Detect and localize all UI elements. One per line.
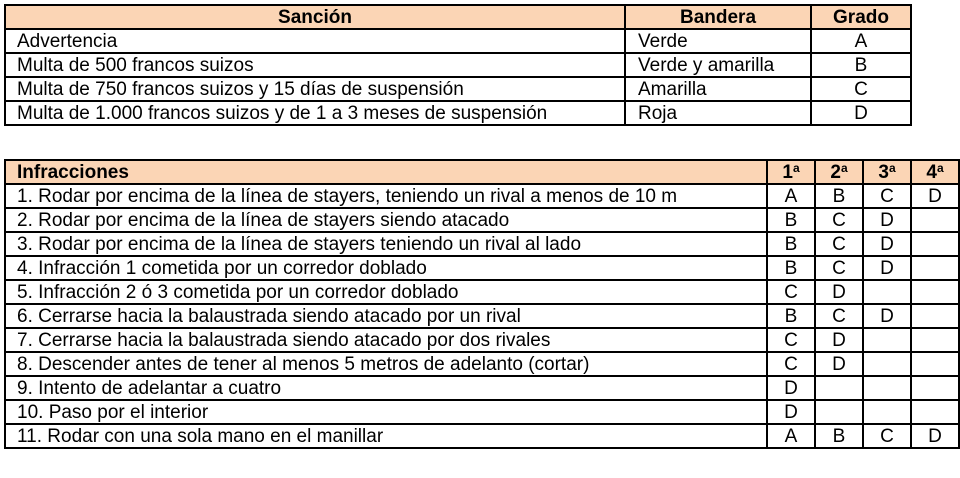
- grade-offence-3-cell: [863, 352, 911, 376]
- sanction-cell: Multa de 500 francos suizos: [5, 53, 625, 77]
- grade-offence-4-cell: D: [911, 424, 959, 448]
- grade-offence-3-cell: [863, 400, 911, 424]
- grade-offence-2-cell: D: [815, 280, 863, 304]
- table-row: [5, 376, 959, 400]
- grade-offence-4-cell: [911, 400, 959, 424]
- table-row: [5, 184, 959, 208]
- table-row: [5, 208, 959, 232]
- table-row: [5, 256, 959, 280]
- grade-offence-4-cell: D: [911, 184, 959, 208]
- grade-offence-1-cell: B: [767, 256, 815, 280]
- grade-offence-4-cell: [911, 280, 959, 304]
- sanction-cell: Multa de 750 francos suizos y 15 días de suspensión: [5, 77, 625, 101]
- grade-offence-3-cell: C: [863, 184, 911, 208]
- offence-2-header: 2$^a$: [815, 160, 863, 184]
- infraction-cell: 10. Paso por el interior: [5, 400, 767, 424]
- grade-offence-2-cell: D: [815, 328, 863, 352]
- grade-offence-4-cell: [911, 208, 959, 232]
- flag-cell: Roja: [625, 101, 811, 125]
- table-row: [5, 77, 911, 101]
- sanction-header: Sanción: [5, 5, 625, 29]
- grade-offence-2-cell: C: [815, 304, 863, 328]
- table-row: [5, 424, 959, 448]
- infraction-cell: 8. Descender antes de tener al menos 5 metros de adelanto (cortar): [5, 352, 767, 376]
- grade-offence-1-cell: C: [767, 352, 815, 376]
- infraction-cell: 3. Rodar por encima de la línea de stayers teniendo un rival al lado: [5, 232, 767, 256]
- table-row: [5, 53, 911, 77]
- grade-offence-1-cell: C: [767, 328, 815, 352]
- table-row: [5, 328, 959, 352]
- flag-cell: Verde: [625, 29, 811, 53]
- grade-offence-1-cell: B: [767, 232, 815, 256]
- table-row: [5, 101, 911, 125]
- infraction-cell: 5. Infracción 2 ó 3 cometida por un corredor doblado: [5, 280, 767, 304]
- grade-offence-2-cell: D: [815, 352, 863, 376]
- table-row: [5, 400, 959, 424]
- grade-offence-3-cell: D: [863, 232, 911, 256]
- infraction-cell: 11. Rodar con una sola mano en el manillar: [5, 424, 767, 448]
- infraction-header: Infracciones: [5, 160, 767, 184]
- table-row: [5, 352, 959, 376]
- infraction-cell: 6. Cerrarse hacia la balaustrada siendo atacado por un rival: [5, 304, 767, 328]
- grade-offence-4-cell: [911, 232, 959, 256]
- grade-cell: D: [811, 101, 911, 125]
- table-row: [5, 280, 959, 304]
- table-row: [5, 232, 959, 256]
- grade-offence-2-cell: B: [815, 184, 863, 208]
- grade-offence-1-cell: C: [767, 280, 815, 304]
- grade-offence-4-cell: [911, 376, 959, 400]
- grade-offence-3-cell: D: [863, 256, 911, 280]
- flag-cell: Verde y amarilla: [625, 53, 811, 77]
- infraction-cell: 1. Rodar por encima de la línea de stayers, teniendo un rival a menos de 10 m: [5, 184, 767, 208]
- infraction-cell: 4. Infracción 1 cometida por un corredor doblado: [5, 256, 767, 280]
- grade-offence-4-cell: [911, 328, 959, 352]
- grade-offence-2-cell: [815, 376, 863, 400]
- grade-header: Grado: [811, 5, 911, 29]
- grade-offence-4-cell: [911, 304, 959, 328]
- grade-offence-2-cell: C: [815, 256, 863, 280]
- grade-offence-1-cell: A: [767, 424, 815, 448]
- grade-offence-4-cell: [911, 256, 959, 280]
- grade-offence-3-cell: [863, 376, 911, 400]
- offence-1-header: 1$^a$: [767, 160, 815, 184]
- infraction-cell: 9. Intento de adelantar a cuatro: [5, 376, 767, 400]
- grade-offence-2-cell: B: [815, 424, 863, 448]
- grade-offence-3-cell: [863, 328, 911, 352]
- table-row: [5, 304, 959, 328]
- grade-offence-1-cell: D: [767, 376, 815, 400]
- grade-offence-2-cell: C: [815, 208, 863, 232]
- grade-offence-1-cell: D: [767, 400, 815, 424]
- flag-header: Bandera: [625, 5, 811, 29]
- infractions-header-row: [5, 160, 959, 184]
- grade-offence-3-cell: C: [863, 424, 911, 448]
- grade-offence-2-cell: C: [815, 232, 863, 256]
- offence-4-header: 4$^a$: [911, 160, 959, 184]
- grade-offence-1-cell: A: [767, 184, 815, 208]
- grade-offence-1-cell: B: [767, 304, 815, 328]
- grade-offence-3-cell: [863, 280, 911, 304]
- table-row: [5, 29, 911, 53]
- sanction-cell: Multa de 1.000 francos suizos y de 1 a 3 meses de suspensión: [5, 101, 625, 125]
- grade-cell: A: [811, 29, 911, 53]
- grade-offence-2-cell: [815, 400, 863, 424]
- infraction-cell: 7. Cerrarse hacia la balaustrada siendo atacado por dos rivales: [5, 328, 767, 352]
- sanction-cell: Advertencia: [5, 29, 625, 53]
- offence-3-header: 3$^a$: [863, 160, 911, 184]
- grade-cell: B: [811, 53, 911, 77]
- infractions-table: [4, 159, 960, 449]
- grade-offence-4-cell: [911, 352, 959, 376]
- grade-offence-1-cell: B: [767, 208, 815, 232]
- infraction-cell: 2. Rodar por encima de la línea de stayers siendo atacado: [5, 208, 767, 232]
- sanctions-table: [4, 4, 912, 126]
- sanctions-header-row: [5, 5, 911, 29]
- grade-cell: C: [811, 77, 911, 101]
- flag-cell: Amarilla: [625, 77, 811, 101]
- grade-offence-3-cell: D: [863, 304, 911, 328]
- grade-offence-3-cell: D: [863, 208, 911, 232]
